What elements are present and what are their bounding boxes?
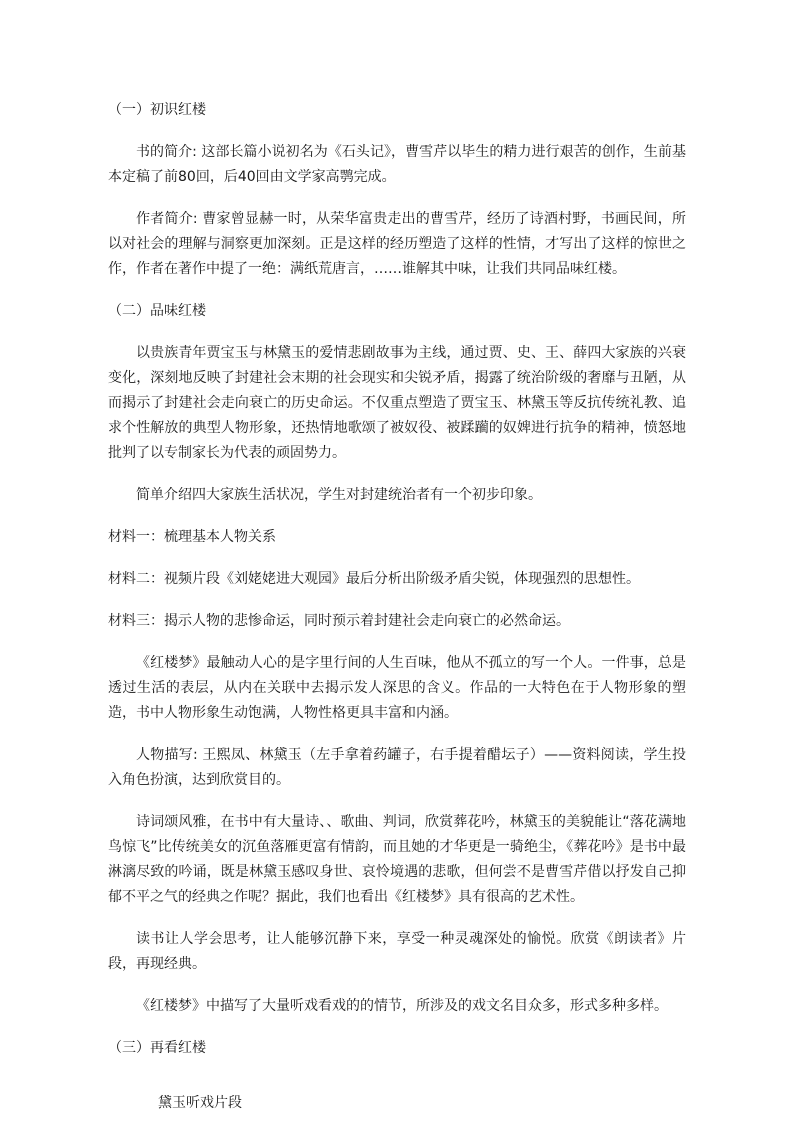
reading-paragraph: 读书让人学会思考，让人能够沉静下来，享受一种灵魂深处的愉悦。欣赏《朗读者》片段，再现经典。 — [108, 931, 686, 972]
material-two: 材料二：视频片段《刘姥姥进大观园》最后分析出阶级矛盾尖锐，体现强烈的思想性。 — [108, 571, 640, 587]
section-heading-3: （三）再看红楼 — [108, 1040, 206, 1056]
theme-paragraph: 以贵族青年贾宝玉与林黛玉的爱情悲剧故事为主线，通过贾、史、王、薛四大家族的兴衰变化，深刻地反映了封建社会末期的社会现实和尖锐矛盾，揭露了统治阶级的奢靡与丑陋，从而揭示了封建社会走向衰亡的历史命运。不仅重点塑造了贾宝玉、林黛玉等反抗传统礼教、追求个性解放的典型人物形象，还热情地歌颂了被奴役、被蹂躏的奴婢进行抗争的精神，愤怒地批判了以专制家长为代表的顽固势力。 — [108, 345, 686, 461]
document-body — [108, 98, 686, 1116]
character-description-paragraph: 人物描写: 王熙凤、林黛玉（左手拿着药罐子，右手提着醋坛子）——资料阅读，学生投入角色扮演，达到欣赏目的。 — [108, 747, 686, 788]
material-three: 材料三：揭示人物的悲惨命运，同时预示着封建社会走向衰亡的必然命运。 — [108, 613, 570, 629]
families-paragraph: 简单介绍四大家族生活状况，学生对封建统治者有一个初步印象。 — [136, 487, 542, 503]
author-intro-paragraph: 作者简介: 曹家曾显赫一时，从荣华富贵走出的曹雪芹，经历了诗酒村野，书画民间，所以对社会的理解与洞察更加深刻。正是这样的经历塑造了这样的性情，才写出了这样的惊世之作，作者在著作中提了一绝：满纸荒唐言，……谁解其中味，让我们共同品味红楼。 — [108, 211, 686, 277]
material-one: 材料一：梳理基本人物关系 — [108, 529, 276, 545]
poetry-paragraph: 诗词颂风雅，在书中有大量诗、、歌曲、判词，欣赏葬花吟，林黛玉的美貌能让“落花满地鸟惊飞”比传统美女的沉鱼落雁更富有情韵，而且她的才华更是一骑绝尘，《葬花吟》是书中最淋漓尽致的吟诵，既是林黛玉感叹身世、哀怜境遇的悲歌，但何尝不是曹雪芹借以抒发自己抑郁不平之气的经典之作呢？据此，我们也看出《红楼梦》具有很高的艺术性。 — [108, 814, 686, 905]
opera-paragraph: 《红楼梦》中描写了大量听戏看戏的的情节，所涉及的戏文名目众多，形式多种多样。 — [136, 998, 668, 1014]
book-intro-paragraph: 书的简介: 这部长篇小说初名为《石头记》，曹雪芹以毕生的精力进行艰苦的创作，生前基本定稿了前80回，后40回由文学家高鹗完成。 — [108, 144, 686, 185]
section-heading-2: （二）品味红楼 — [108, 303, 206, 319]
clip-subtitle: 黛玉听戏片段 — [158, 1095, 242, 1111]
section-heading-1: （一）初识红楼 — [108, 102, 206, 118]
human-flavor-paragraph: 《红楼梦》最触动人心的是字里行间的人生百味，他从不孤立的写一个人。一件事，总是透过生活的表层，从内在关联中去揭示发人深思的含义。作品的一大特色在于人物形象的塑造，书中人物形象生动饱满，人物性格更具丰富和内涵。 — [108, 655, 686, 721]
